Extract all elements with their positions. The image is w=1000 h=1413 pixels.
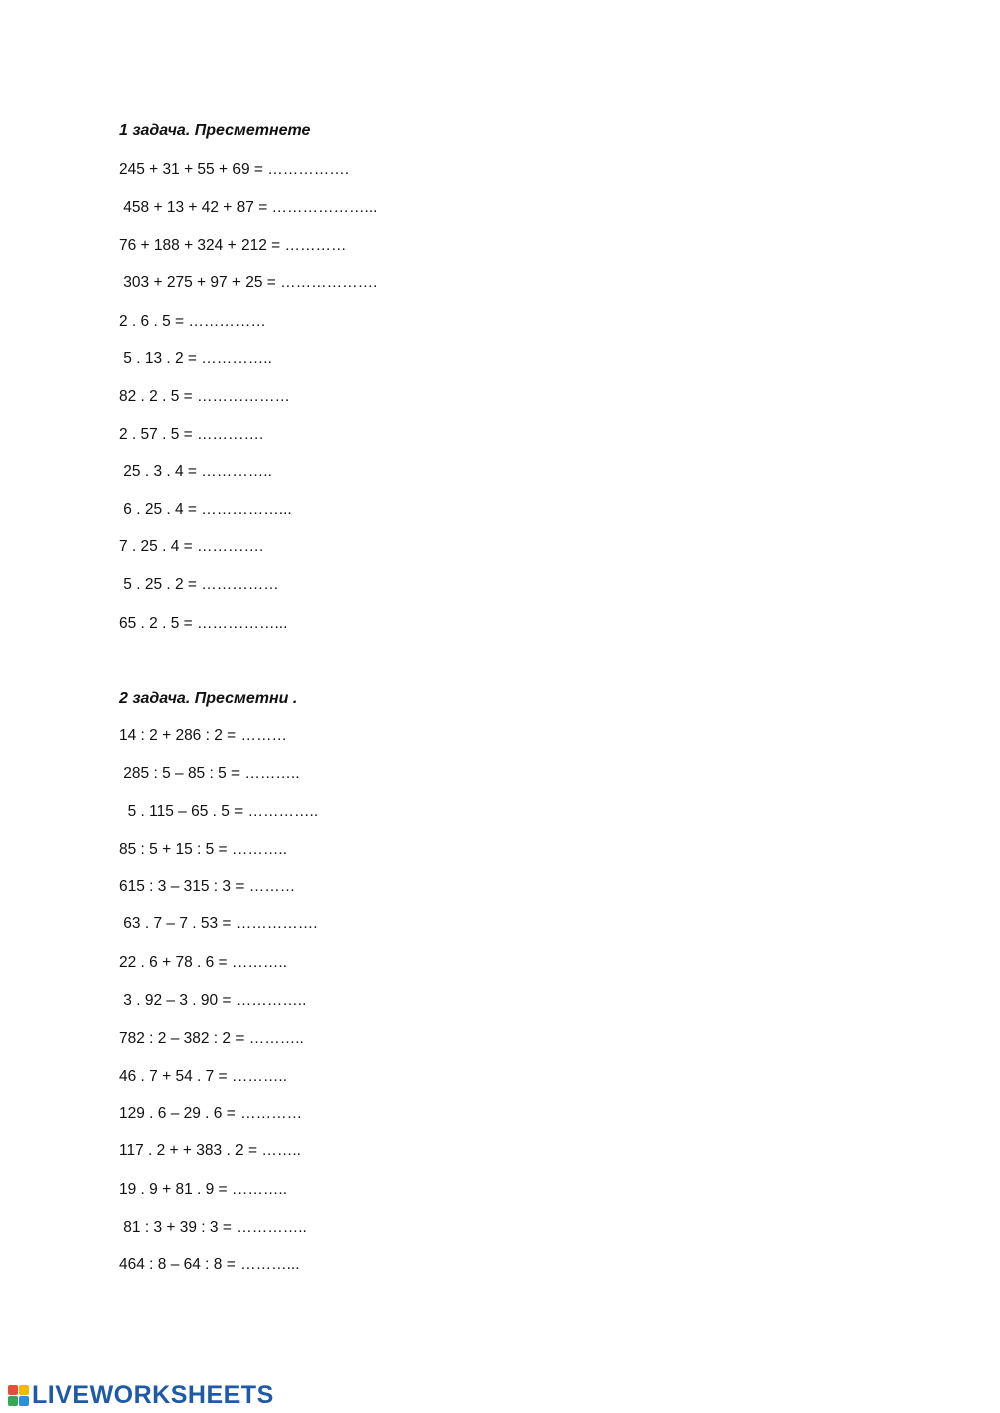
exercise-line: 25 . 3 . 4 = ………….. <box>119 463 272 480</box>
exercise-line: 782 : 2 – 382 : 2 = ……….. <box>119 1030 304 1047</box>
exercise-line: 245 + 31 + 55 + 69 = ……………. <box>119 161 350 178</box>
exercise-line: 63 . 7 – 7 . 53 = ……………. <box>119 915 318 932</box>
exercise-line: 76 + 188 + 324 + 212 = ………… <box>119 237 347 254</box>
exercise-line: 19 . 9 + 81 . 9 = ……….. <box>119 1181 288 1198</box>
exercise-line: 22 . 6 + 78 . 6 = ……….. <box>119 954 288 971</box>
exercise-line: 2 . 6 . 5 = …………… <box>119 313 266 330</box>
liveworksheets-logo <box>8 1380 274 1410</box>
exercise-line: 5 . 13 . 2 = ………….. <box>119 350 272 367</box>
exercise-line: 65 . 2 . 5 = ……………... <box>119 615 288 632</box>
exercise-line: 117 . 2 + + 383 . 2 = …….. <box>119 1142 301 1159</box>
exercise-line: 458 + 13 + 42 + 87 = ………………... <box>119 199 378 216</box>
exercise-line: 303 + 275 + 97 + 25 = ………………. <box>119 274 378 291</box>
exercise-line: 5 . 115 – 65 . 5 = ………….. <box>119 803 319 820</box>
exercise-line: 285 : 5 – 85 : 5 = ……….. <box>119 765 300 782</box>
section-1-heading: 1 задача. Пресметнете <box>119 122 311 139</box>
logo-block-green <box>8 1396 18 1406</box>
colored-blocks-logo-icon <box>8 1385 29 1406</box>
exercise-line: 3 . 92 – 3 . 90 = ………….. <box>119 992 307 1009</box>
exercise-line: 5 . 25 . 2 = …………… <box>119 576 279 593</box>
section-2-heading: 2 задача. Пресметни . <box>119 690 298 707</box>
exercise-line: 7 . 25 . 4 = …………. <box>119 538 264 555</box>
exercise-line: 81 : 3 + 39 : 3 = ………….. <box>119 1219 307 1236</box>
exercise-line: 464 : 8 – 64 : 8 = ………... <box>119 1256 300 1273</box>
logo-block-yellow <box>19 1385 29 1395</box>
exercise-line: 6 . 25 . 4 = ……………... <box>119 501 292 518</box>
exercise-line: 46 . 7 + 54 . 7 = ……….. <box>119 1068 288 1085</box>
logo-block-red <box>8 1385 18 1395</box>
exercise-line: 82 . 2 . 5 = ……………… <box>119 388 290 405</box>
exercise-line: 2 . 57 . 5 = …………. <box>119 426 264 443</box>
exercise-line: 129 . 6 – 29 . 6 = ………… <box>119 1105 303 1122</box>
exercise-line: 615 : 3 – 315 : 3 = ……… <box>119 878 296 895</box>
exercise-line: 14 : 2 + 286 : 2 = ……… <box>119 727 288 744</box>
exercise-line: 85 : 5 + 15 : 5 = ……….. <box>119 841 288 858</box>
logo-text: LIVEWORKSHEETS <box>32 1381 274 1409</box>
logo-block-blue <box>19 1396 29 1406</box>
